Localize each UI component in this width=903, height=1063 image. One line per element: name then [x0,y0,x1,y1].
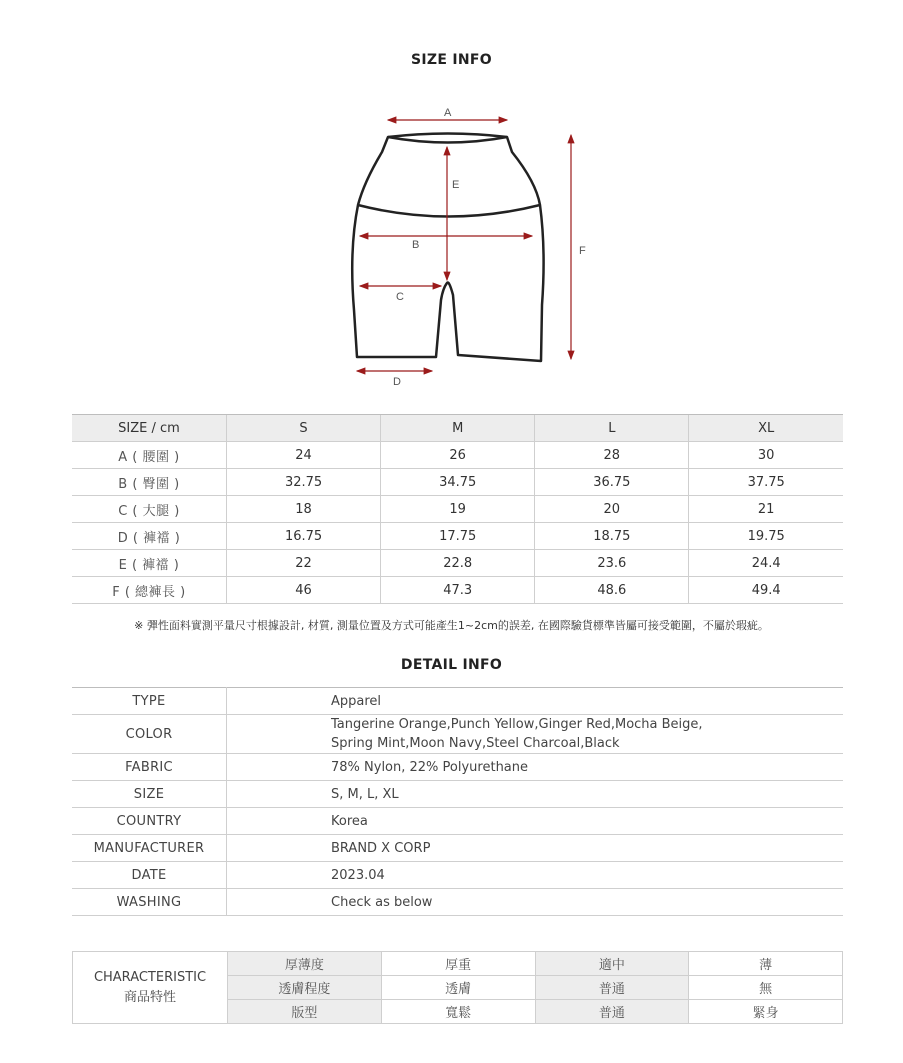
size-cell: 34.75 [381,469,535,496]
dimension-e-label: E [452,179,460,191]
color-line-1: Tangerine Orange,Punch Yellow,Ginger Red,Mocha Beige, [331,717,703,732]
detail-table [72,687,843,916]
size-cell: 22 [227,550,381,577]
size-header-l: L [535,415,689,442]
detail-row-date [72,862,843,889]
detail-row-washing [72,889,843,916]
size-row-label: C ( 大腿 ) [72,496,227,523]
size-cell: 18 [227,496,381,523]
size-table [72,414,843,604]
detail-key: WASHING [72,889,227,916]
detail-key: DATE [72,862,227,889]
detail-value: S, M, L, XL [227,781,844,808]
size-cell: 21 [689,496,843,523]
detail-key: MANUFACTURER [72,835,227,862]
size-cell: 24 [227,442,381,469]
characteristic-option: 適中 [535,952,689,976]
shorts-outline [352,134,543,362]
size-cell: 24.4 [689,550,843,577]
detail-row-fabric [72,754,843,781]
characteristic-option: 無 [689,976,843,1000]
detail-value: Check as below [227,889,844,916]
characteristic-table [72,951,843,1024]
characteristic-row-thickness [73,952,843,976]
detail-row-color [72,715,843,754]
detail-value [227,715,844,754]
characteristic-option: 普通 [535,976,689,1000]
detail-row-country [72,808,843,835]
characteristic-name: 厚薄度 [228,952,382,976]
dimension-a-label: A [444,107,452,119]
size-cell: 17.75 [381,523,535,550]
dimension-c-label: C [396,291,404,303]
characteristic-option: 透膚 [381,976,535,1000]
characteristic-label-zh: 商品特性 [123,989,176,1005]
size-header-m: M [381,415,535,442]
size-cell: 37.75 [689,469,843,496]
size-cell: 36.75 [535,469,689,496]
color-line-2: Spring Mint,Moon Navy,Steel Charcoal,Black [331,736,620,751]
detail-key: COLOR [72,715,227,754]
size-row-label: B ( 臀圍 ) [72,469,227,496]
size-table-header [72,415,843,442]
size-cell: 26 [381,442,535,469]
dimension-f-label: F [579,245,586,257]
size-cell: 18.75 [535,523,689,550]
size-cell: 22.8 [381,550,535,577]
characteristic-option: 寬鬆 [381,1000,535,1024]
characteristic-option: 厚重 [381,952,535,976]
detail-value: Korea [227,808,844,835]
size-header-xl: XL [689,415,843,442]
detail-row-size [72,781,843,808]
characteristic-option: 緊身 [689,1000,843,1024]
size-cell: 46 [227,577,381,604]
size-row-a [72,442,843,469]
size-cell: 16.75 [227,523,381,550]
size-cell: 49.4 [689,577,843,604]
characteristic-option: 普通 [535,1000,689,1024]
size-cell: 32.75 [227,469,381,496]
size-row-e [72,550,843,577]
dimension-b-label: B [412,239,420,251]
characteristic-name: 版型 [228,1000,382,1024]
size-note: ※ 彈性面料實測平量尺寸根據設計, 材質, 測量位置及方式可能產生1~2cm的誤差, 在國際驗貨標準皆屬可接受範圍，不屬於瑕疵。 [134,619,769,632]
detail-value: BRAND X CORP [227,835,844,862]
size-cell: 48.6 [535,577,689,604]
size-cell: 47.3 [381,577,535,604]
size-row-label: D ( 褲襠 ) [72,523,227,550]
characteristic-option: 薄 [689,952,843,976]
size-cell: 30 [689,442,843,469]
detail-value: 78% Nylon, 22% Polyurethane [227,754,844,781]
size-row-f [72,577,843,604]
detail-key: COUNTRY [72,808,227,835]
detail-key: FABRIC [72,754,227,781]
size-cell: 19.75 [689,523,843,550]
detail-value: 2023.04 [227,862,844,889]
size-info-title: SIZE INFO [411,52,492,68]
size-header-unit: SIZE / cm [72,415,227,442]
size-row-label: E ( 褲襠 ) [72,550,227,577]
characteristic-name: 透膚程度 [228,976,382,1000]
detail-row-manufacturer [72,835,843,862]
size-diagram [340,100,590,392]
size-cell: 20 [535,496,689,523]
size-row-c [72,496,843,523]
size-row-label: A ( 腰圍 ) [72,442,227,469]
size-row-d [72,523,843,550]
size-cell: 28 [535,442,689,469]
detail-key: TYPE [72,688,227,715]
size-cell: 19 [381,496,535,523]
detail-info-title: DETAIL INFO [400,657,503,673]
size-row-b [72,469,843,496]
detail-row-type [72,688,843,715]
size-row-label: F ( 總褲長 ) [72,577,227,604]
detail-value: Apparel [227,688,844,715]
detail-key: SIZE [72,781,227,808]
characteristic-label [73,952,228,1024]
characteristic-label-en: CHARACTERISTIC [93,969,207,985]
dimension-d-label: D [393,376,401,388]
size-header-s: S [227,415,381,442]
size-cell: 23.6 [535,550,689,577]
